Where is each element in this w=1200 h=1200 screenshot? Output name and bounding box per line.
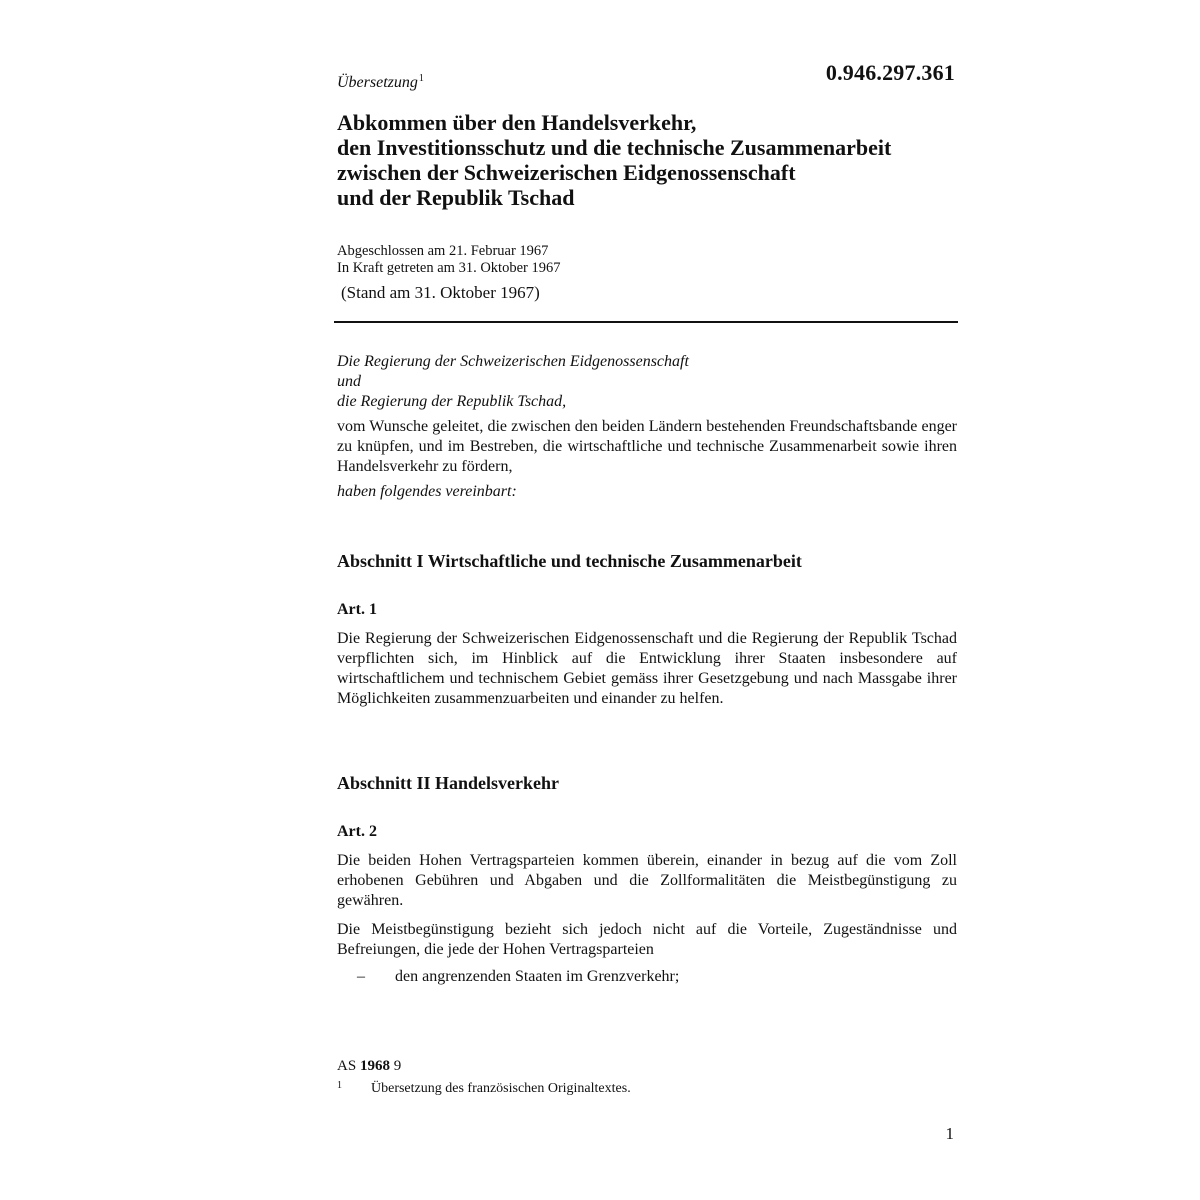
title-line: Abkommen über den Handelsverkehr, [337, 110, 697, 135]
as-page: 9 [393, 1058, 402, 1074]
list-dash: – [357, 968, 365, 985]
document-title [337, 110, 977, 210]
article-heading: Art. 2 [337, 823, 377, 840]
sr-number: 0.946.297.361 [825, 60, 955, 85]
official-collection-ref [337, 1058, 401, 1075]
footnote [337, 1080, 631, 1097]
as-year: 1968 [359, 1058, 390, 1074]
as-prefix: AS [337, 1058, 357, 1074]
preamble-text: vom Wunsche geleitet, die zwischen den beiden Ländern bestehenden Freundschaftsbande enger zu knüpfen, und im Bestreben, die wirtschaftliche und technische Zusammenarbeit sowie ihren Handelsverkehr zu fördern, [337, 418, 957, 475]
article-paragraph: Die Regierung der Schweizerischen Eidgenossenschaft und die Regierung der Republik Tschad verpflichten sich, im Hinblick auf die Entwicklung ihrer Staaten insbesondere auf wirtschaftlichem und technischem Gebiet gemäss ihrer Gesetzgebung und nach Massgabe ihrer Möglichkeiten zusammenzuarbeiten und einander zu helfen. [337, 630, 957, 707]
section-heading: Abschnitt II Handelsverkehr [337, 773, 560, 793]
preamble [337, 352, 957, 502]
list-item-text: den angrenzenden Staaten im Grenzverkehr; [395, 968, 680, 985]
preamble-closing: haben folgendes vereinbart: [337, 483, 517, 500]
preamble-conjunction: und [337, 373, 361, 390]
translation-note-text: Übersetzung [337, 74, 418, 91]
title-line: und der Republik Tschad [337, 185, 575, 210]
preamble-party: die Regierung der Republik Tschad, [337, 393, 567, 410]
section-heading: Abschnitt I Wirtschaftliche und technische Zusammenarbeit [337, 551, 802, 571]
date-info [337, 243, 560, 277]
list-item [357, 967, 679, 987]
footnote-marker[interactable]: 1 [418, 73, 424, 84]
article-paragraph: Die beiden Hohen Vertragsparteien kommen überein, einander in bezug auf die vom Zoll erhobenen Gebühren und Abgaben und die Zollformalitäten die Meistbegünstigung zu gewähren. [337, 852, 957, 909]
header-divider [334, 321, 958, 323]
footnote-text: Übersetzung des französischen Originaltextes. [371, 1081, 631, 1096]
preamble-party: Die Regierung der Schweizerischen Eidgenossenschaft [337, 353, 689, 370]
title-line: zwischen der Schweizerischen Eidgenossenschaft [337, 160, 796, 185]
article-heading: Art. 1 [337, 601, 377, 618]
page-number: 1 [945, 1124, 954, 1143]
concluded-date: Abgeschlossen am 21. Februar 1967 [337, 243, 549, 259]
article-paragraph: Die Meistbegünstigung bezieht sich jedoch nicht auf die Vorteile, Zugeständnisse und Befreiungen, die jede der Hohen Vertragsparteien [337, 921, 957, 958]
footnote-number: 1 [337, 1080, 342, 1091]
in-force-date: In Kraft getreten am 31. Oktober 1967 [337, 260, 561, 276]
status-date: (Stand am 31. Oktober 1967) [341, 283, 540, 302]
title-line: den Investitionsschutz und die technische Zusammenarbeit [337, 135, 892, 160]
translation-note [337, 73, 424, 92]
